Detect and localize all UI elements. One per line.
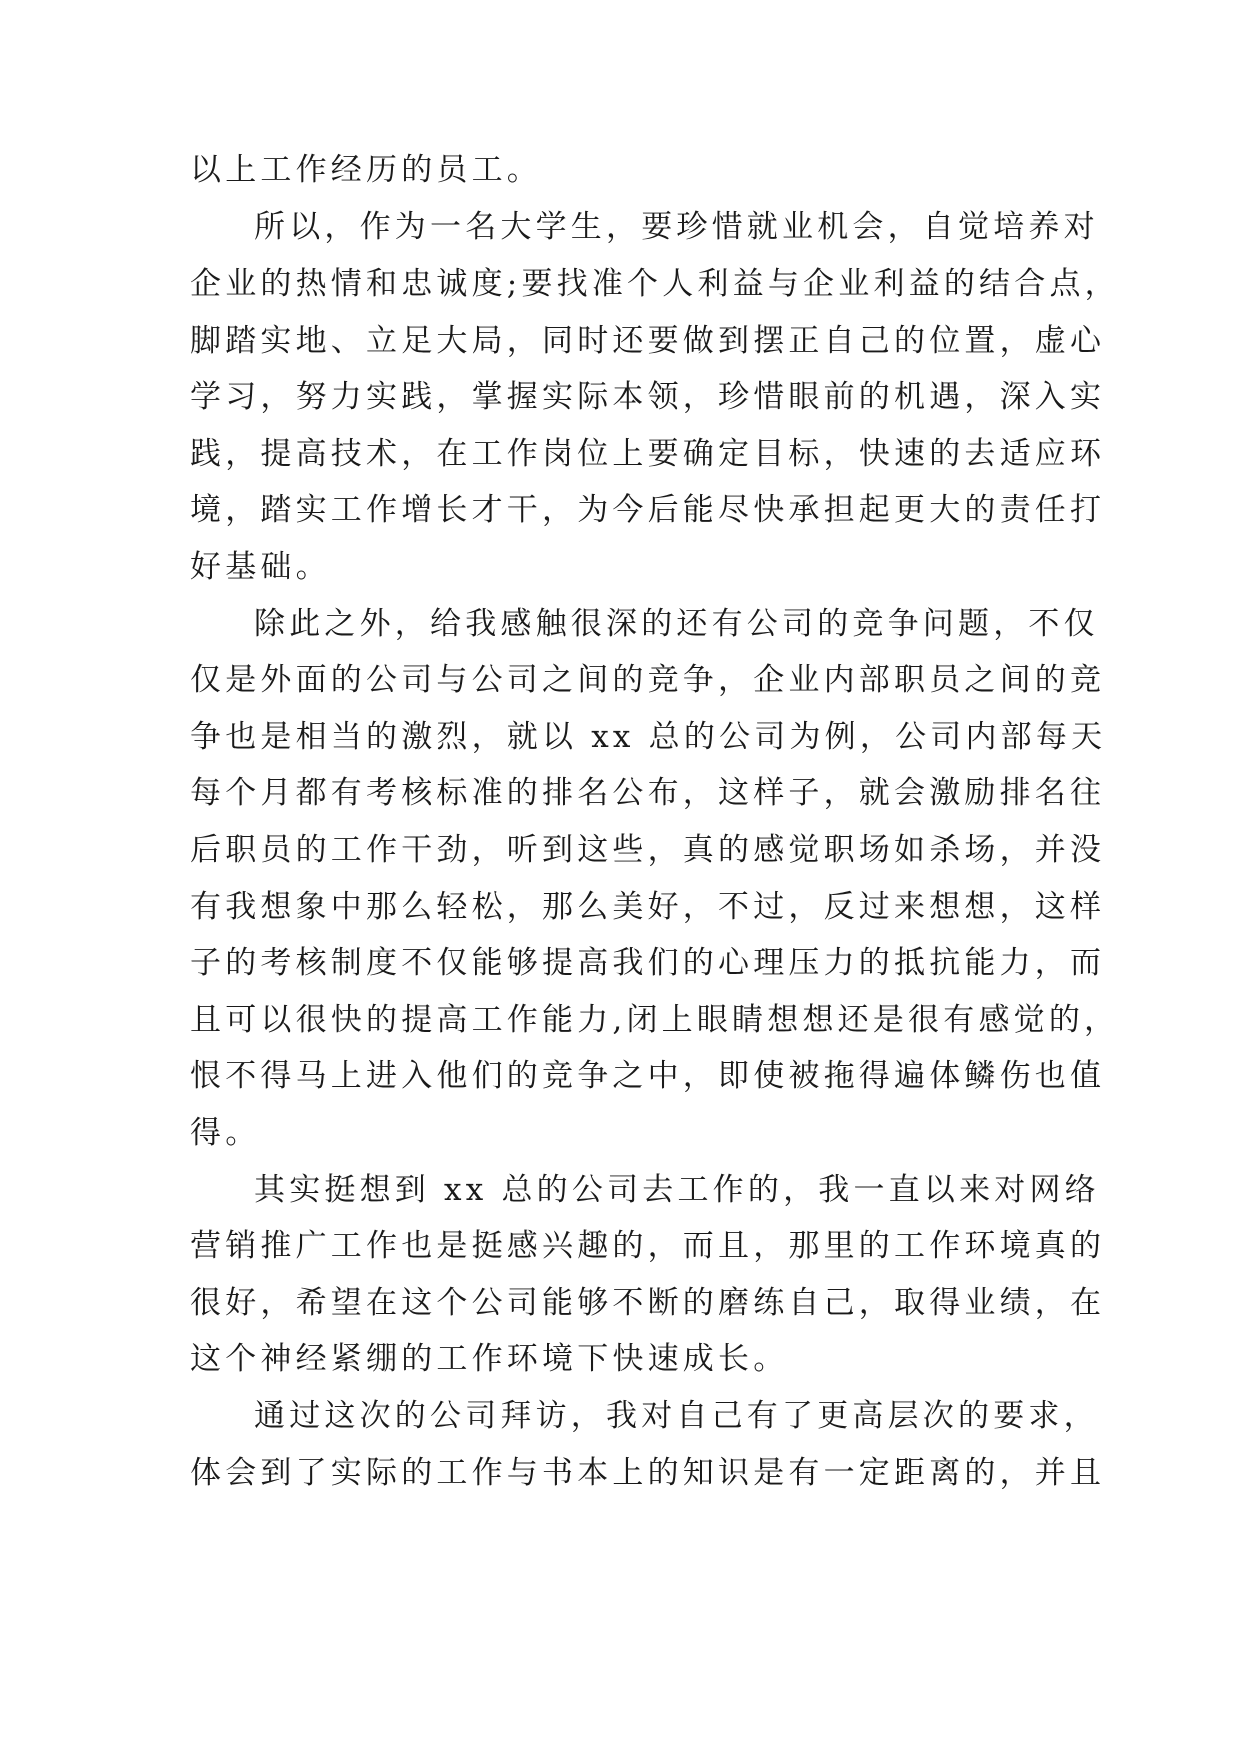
text-line: 学习，努力实践，掌握实际本领，珍惜眼前的机遇，深入实 — [190, 379, 1106, 415]
text-line: 营销推广工作也是挺感兴趣的，而且，那里的工作环境真的 — [190, 1228, 1106, 1264]
text-line: 子的考核制度不仅能够提高我们的心理压力的抵抗能力，而 — [190, 945, 1106, 981]
text-line: 得。 — [190, 1115, 261, 1151]
text-line: 有我想象中那么轻松，那么美好，不过，反过来想想，这样 — [190, 889, 1106, 925]
text-line: 境，踏实工作增长才干，为今后能尽快承担起更大的责任打 — [190, 492, 1106, 528]
paragraph-first-line: 所以，作为一名大学生，要珍惜就业机会，自觉培养对 — [254, 209, 1099, 245]
text-line: 体会到了实际的工作与书本上的知识是有一定距离的，并且 — [190, 1455, 1106, 1491]
text-line: 恨不得马上进入他们的竞争之中，即使被拖得遍体鳞伤也值 — [190, 1058, 1106, 1094]
text-line: 且可以很快的提高工作能力,闭上眼睛想想还是很有感觉的， — [190, 1002, 1120, 1038]
text-line: 以上工作经历的员工。 — [190, 152, 542, 188]
paragraph-first-line: 通过这次的公司拜访，我对自己有了更高层次的要求， — [254, 1398, 1099, 1434]
text-line: 好基础。 — [190, 549, 331, 585]
text-line: 后职员的工作干劲，听到这些，真的感觉职场如杀场，并没 — [190, 832, 1106, 868]
paragraph-first-line: 其实挺想到 xx 总的公司去工作的，我一直以来对网络 — [254, 1172, 1100, 1208]
text-line: 每个月都有考核标准的排名公布，这样子，就会激励排名往 — [190, 775, 1106, 811]
text-line: 脚踏实地、立足大局，同时还要做到摆正自己的位置，虚心 — [190, 323, 1106, 359]
text-line: 很好，希望在这个公司能够不断的磨练自己，取得业绩，在 — [190, 1285, 1106, 1321]
text-line: 仅是外面的公司与公司之间的竞争，企业内部职员之间的竞 — [190, 662, 1106, 698]
paragraph-first-line: 除此之外，给我感触很深的还有公司的竞争问题，不仅 — [254, 606, 1099, 642]
text-line: 企业的热情和忠诚度;要找准个人利益与企业利益的结合点， — [190, 266, 1120, 302]
text-line: 这个神经紧绷的工作环境下快速成长。 — [190, 1341, 789, 1377]
text-line: 践，提高技术，在工作岗位上要确定目标，快速的去适应环 — [190, 436, 1106, 472]
text-line: 争也是相当的激烈，就以 xx 总的公司为例，公司内部每天 — [190, 719, 1107, 755]
